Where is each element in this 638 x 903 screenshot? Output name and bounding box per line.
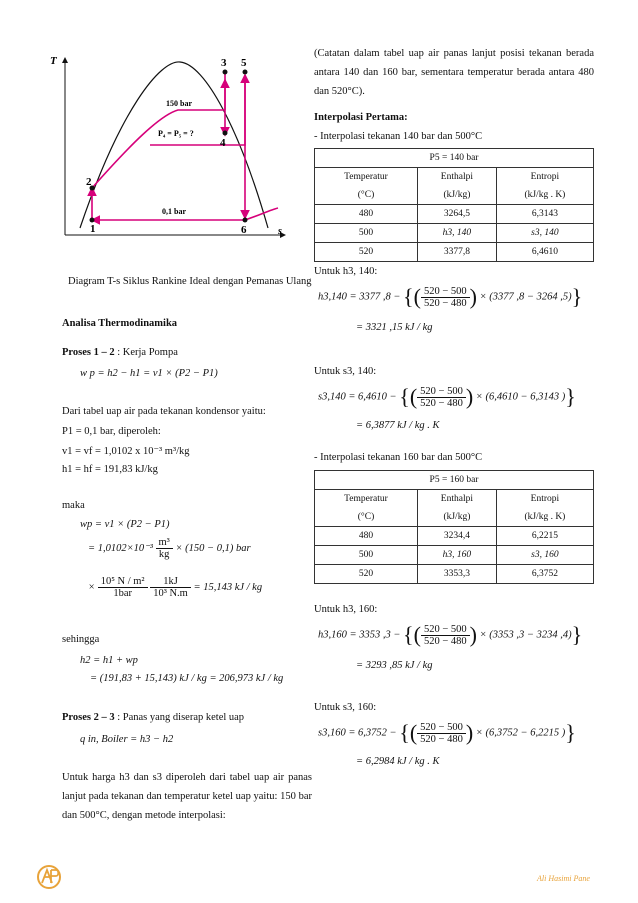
section-heading: Analisa Thermodinamika [62,318,178,329]
h140-label: Untuk h3, 140: [314,266,378,277]
eq-q: q in, Boiler = h3 − h2 [80,734,174,745]
axis-t-label: T [50,55,57,67]
point-5: 5 [241,57,247,69]
table-row: 520 3377,8 6,4610 [315,243,594,262]
table-row: 500 h3, 140 s3, 140 [315,224,594,243]
table-row: 480 3234,4 6,2215 [315,527,594,546]
point-1: 1 [90,223,96,235]
table-row: 480 3264,5 6,3143 [315,205,594,224]
s140-result: = 6,3877 kJ / kg . K [356,420,440,431]
point-6: 6 [241,224,247,236]
point-2: 2 [86,176,92,188]
h1-value: h1 = hf = 191,83 kJ/kg [62,464,158,475]
h2-line1: h2 = h1 + wp [80,655,138,666]
h140-eq: h3,140 = 3377 ,8 − {( $\frac{520 - 500}{520 - 480}$ ) × (3377 ,8 − 3264 ,5)} [318,284,583,309]
s160-result: = 6,2984 kJ / kg . K [356,756,440,767]
interp140-label: - Interpolasi tekanan 140 bar dan 500°C [314,131,483,142]
table-caption: P5 = 140 bar [315,149,594,168]
label-150bar: 150 bar [166,99,192,108]
axis-s-label: s [278,226,282,237]
eq-wp: w p = h2 − h1 = v1 × (P2 − P1) [80,368,218,379]
s140-eq: s3,140 = 6,4610 − {( $\frac{520 - 500}{520 - 480}$ ) × (6,4610 − 6,3143 )} [318,384,576,409]
proses12: Proses 1 – 2 : Kerja Pompa [62,347,178,358]
table-140: P5 = 140 bar Temperatur Enthalpi Entropi (°C) (kJ/kg) (kJ/kg . K) 480 3264,5 6,3143 500 h3, 140 s3, 140 520 3377,8 6,4610 [314,148,594,262]
h160-result: = 3293 ,85 kJ / kg [356,660,433,671]
h2-line2: = (191,83 + 15,143) kJ / kg = 206,973 kJ / kg [90,673,284,684]
h140-result: = 3321 ,15 kJ / kg [356,322,433,333]
ts-diagram [40,50,290,240]
note-text: (Catatan dalam tabel uap air panas lanjut posisi tekanan berada antara 140 dan 160 bar, sementara temperatur berada antara 480 dan 520°C). [314,48,594,97]
label-01bar: 0,1 bar [162,207,186,216]
interp-title: Interpolasi Pertama: [314,112,408,123]
h160-eq: h3,160 = 3353 ,3 − {( $\frac{520 - 500}{520 - 480}$ ) × (3353 ,3 − 3234 ,4)} [318,622,583,647]
v1-value: v1 = vf = 1,0102 x 10⁻³ m³/kg [62,446,190,457]
p1-value: P1 = 0,1 bar, diperoleh: [62,426,161,437]
para-interp: Untuk harga h3 dan s3 diperoleh dari tabel uap air panas lanjut pada tekanan dan temperatur ketel uap yaitu: 150 bar dan 500°C, dengan metode interpolasi: [62,772,312,821]
footer-author: Ali Hasimi Pane [537,874,590,883]
proses23: Proses 2 – 3 : Panas yang diserap ketel uap [62,712,245,723]
h160-label: Untuk h3, 160: [314,604,378,615]
label-p4: P₄ = P₅ = ? [158,129,194,138]
table-160: P5 = 160 bar Temperatur Enthalpi Entropi (°C) (kJ/kg) (kJ/kg . K) 480 3234,4 6,2215 500 h3, 160 s3, 160 520 3353,3 6,3752 [314,470,594,584]
logo-icon [36,864,62,890]
point-3: 3 [221,57,227,69]
s140-label: Untuk s3, 140: [314,366,377,377]
intro-table-text: Dari tabel uap air pada tekanan kondensor yaitu: [62,406,266,417]
diagram-caption: Diagram T-s Siklus Rankine Ideal dengan Pemanas Ulang [68,276,312,287]
s160-label: Untuk s3, 160: [314,702,377,713]
point-4: 4 [220,137,226,149]
table-caption: P5 = 160 bar [315,471,594,490]
wp-line2: = 1,0102×10⁻³ $\frac{\text{m³}}{kg}$ × (150 − 0,1) bar [88,537,251,560]
table-row: 520 3353,3 6,3752 [315,565,594,584]
s160-eq: s3,160 = 6,3752 − {( $\frac{520 - 500}{520 - 480}$ ) × (6,3752 − 6,2215 )} [318,720,576,745]
interp160-label: - Interpolasi tekanan 160 bar dan 500°C [314,452,483,463]
table-row: 500 h3, 160 s3, 160 [315,546,594,565]
sehingga-text: sehingga [62,634,100,645]
wp-line1: wp = v1 × (P2 − P1) [80,519,170,530]
wp-line3: × $\frac{\text{10⁵ N / m²}}{\text{1bar}}$ $\frac{1kJ}{\text{10³ N.m}}$ = 15,143 kJ / kg [88,576,263,599]
maka-text: maka [62,500,85,511]
